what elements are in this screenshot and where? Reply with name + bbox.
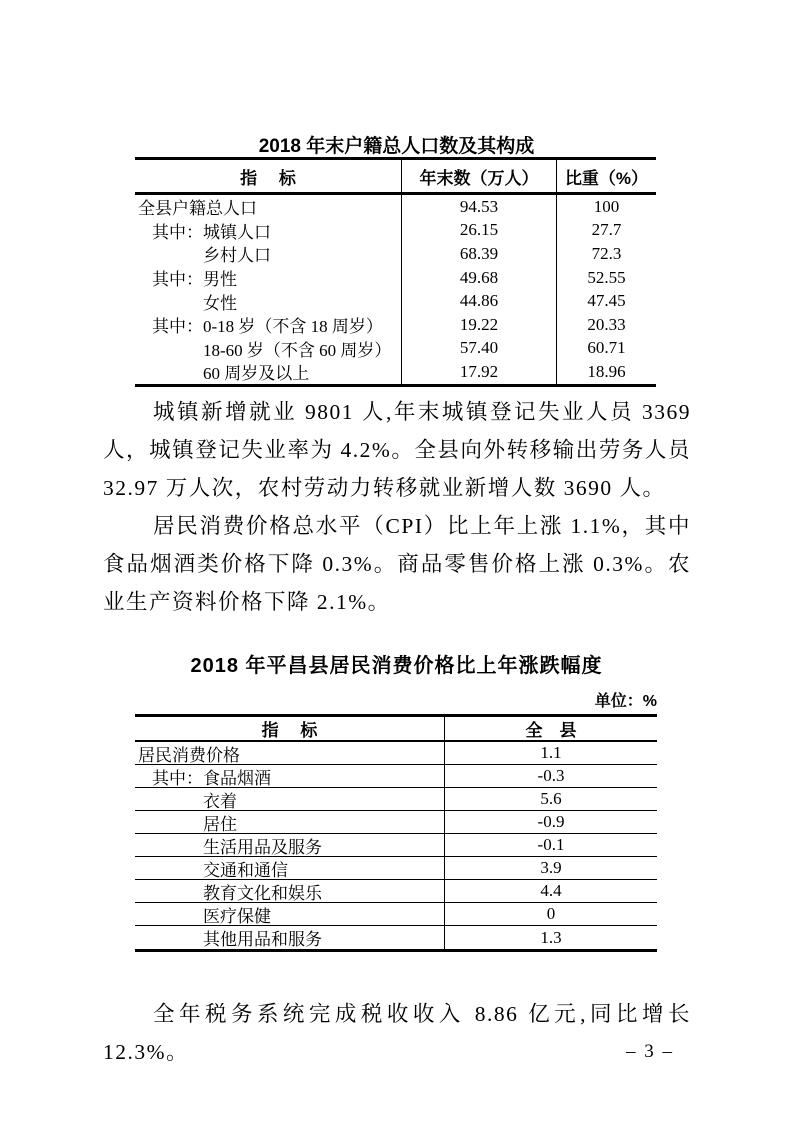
table-row — [135, 765, 657, 788]
unit-label: 单位：% — [594, 693, 657, 710]
row-share: 47.45 — [587, 291, 626, 311]
row-label-text: 60 周岁及以上 — [203, 364, 310, 384]
row-label-text: 医疗保健 — [203, 906, 271, 926]
row-label — [135, 857, 445, 879]
table-row — [135, 926, 657, 949]
row-value: 1.3 — [540, 927, 562, 947]
paragraph-employment: 城镇新增就业 9801 人,年末城镇登记失业人员 3369 人，城镇登记失业率为 4.2%。全县向外转移输出劳务人员 32.97 万人次，农村劳动力转移就业新增人数 3690 人。 — [103, 400, 691, 500]
paragraph-tax: 全年税务系统完成税收收入 8.86 亿元,同比增长 12.3%。 — [103, 1002, 691, 1064]
row-share: 100 — [593, 196, 620, 216]
table-row — [135, 289, 656, 313]
table-row — [135, 337, 656, 361]
table-row — [135, 313, 656, 337]
row-label-text: 交通和通信 — [203, 860, 288, 880]
row-value: 4.4 — [540, 881, 562, 900]
row-prefix: 其中： — [152, 317, 203, 337]
row-label-text: 18-60 岁（不含 60 周岁） — [203, 340, 392, 360]
row-label-text: 居民消费价格 — [138, 745, 240, 765]
column-header-yearend: 年末数（万人） — [402, 160, 557, 192]
population-table-header-row — [135, 157, 656, 195]
table-row — [135, 880, 657, 903]
row-label — [135, 289, 402, 313]
population-table-title: 2018 年末户籍总人口数及其构成 — [258, 136, 535, 157]
page-number: – 3 – — [626, 1041, 674, 1062]
row-value: 44.86 — [402, 289, 557, 313]
row-label — [135, 742, 445, 764]
table-row — [135, 195, 656, 219]
table-row — [135, 857, 657, 880]
table-row — [135, 242, 656, 266]
row-label-text: 0-18 岁（不含 18 周岁） — [203, 317, 383, 337]
row-label-text: 食品烟酒 — [203, 768, 271, 788]
row-share: 18.96 — [587, 361, 626, 381]
row-share: 20.33 — [587, 314, 626, 334]
row-label — [135, 926, 445, 949]
row-value: 57.40 — [402, 337, 557, 361]
row-value: 49.68 — [402, 266, 557, 290]
row-label-text: 其他用品和服务 — [203, 930, 322, 949]
row-label-text: 乡村人口 — [203, 246, 271, 266]
row-value: 17.92 — [402, 360, 557, 384]
row-label — [135, 880, 445, 902]
row-value: -0.1 — [537, 835, 565, 854]
row-label — [135, 195, 402, 219]
cpi-table — [135, 714, 657, 952]
row-label-text: 衣着 — [203, 791, 237, 811]
row-label-text: 男性 — [203, 270, 237, 290]
row-label-text: 生活用品及服务 — [203, 837, 322, 857]
table-row — [135, 266, 656, 290]
row-label — [135, 266, 402, 290]
table-row — [135, 903, 657, 926]
row-label-text: 城镇人口 — [203, 222, 271, 242]
row-label — [135, 360, 402, 384]
row-label-text: 全县户籍总人口 — [138, 199, 257, 219]
column-header-indicator: 指 标 — [135, 160, 402, 192]
row-label — [135, 765, 445, 787]
population-table — [135, 157, 656, 387]
table-row — [135, 834, 657, 857]
table-row — [135, 811, 657, 834]
column-header-indicator: 指 标 — [135, 717, 445, 740]
row-value: 26.15 — [402, 219, 557, 243]
row-label — [135, 242, 402, 266]
row-value: -0.3 — [537, 766, 565, 785]
row-prefix: 其中： — [152, 270, 203, 290]
row-value: -0.9 — [537, 812, 565, 831]
row-value: 3.9 — [540, 858, 562, 877]
row-label — [135, 219, 402, 243]
row-share: 52.55 — [587, 267, 626, 287]
row-value: 5.6 — [540, 789, 562, 808]
row-value: 94.53 — [402, 195, 557, 219]
row-label-text: 教育文化和娱乐 — [203, 883, 322, 903]
cpi-table-header-row — [135, 714, 657, 742]
row-label — [135, 903, 445, 925]
row-label-text: 女性 — [203, 293, 237, 313]
row-prefix: 其中： — [152, 222, 203, 242]
column-header-share: 比重（%） — [564, 168, 649, 188]
column-header-county: 全 县 — [525, 721, 577, 740]
table-row — [135, 360, 656, 384]
row-label — [135, 811, 445, 833]
cpi-table-title: 2018 年平昌县居民消费价格比上年涨跌幅度 — [190, 655, 603, 677]
cpi-table-body — [135, 742, 657, 952]
table-row — [135, 742, 657, 765]
row-value: 68.39 — [402, 242, 557, 266]
row-share: 27.7 — [591, 220, 622, 240]
table-row — [135, 788, 657, 811]
row-label-text: 居住 — [203, 814, 237, 834]
row-value: 19.22 — [402, 313, 557, 337]
row-label — [135, 788, 445, 810]
row-label — [135, 834, 445, 856]
population-table-body — [135, 195, 656, 387]
row-share: 72.3 — [591, 243, 622, 263]
row-share: 60.71 — [587, 338, 626, 358]
row-label — [135, 337, 402, 361]
row-value: 0 — [546, 904, 556, 923]
row-prefix: 其中： — [152, 768, 203, 788]
row-value: 1.1 — [540, 743, 562, 762]
table-row — [135, 219, 656, 243]
paragraph-cpi: 居民消费价格总水平（CPI）比上年上涨 1.1%，其中食品烟酒类价格下降 0.3%。商品零售价格上涨 0.3%。农业生产资料价格下降 2.1%。 — [103, 514, 691, 614]
row-label — [135, 313, 402, 337]
